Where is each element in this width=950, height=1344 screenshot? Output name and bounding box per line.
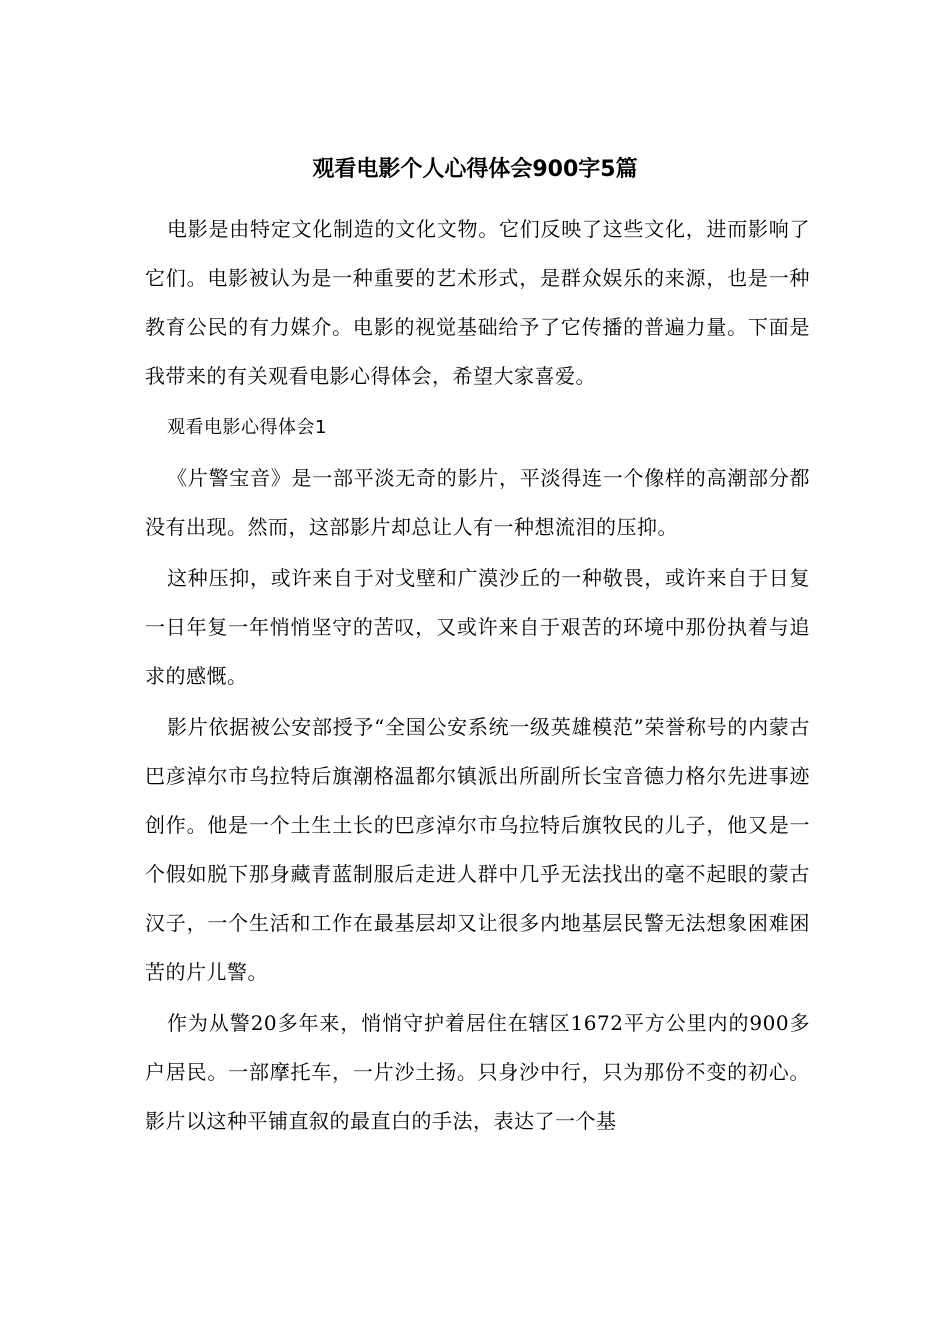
paragraph-intro: 电影是由特定文化制造的文化文物。它们反映了这些文化，进而影响了它们。电影被认为是一种重要的艺术形式，是群众娱乐的来源，也是一种教育公民的有力媒介。电影的视觉基础给予了它传播的普遍力量。下面是我带来的有关观看电影心得体会，希望大家喜爱。 [145,217,810,388]
paragraph: 作为从警20多年来，悄悄守护着居住在辖区1672平方公里内的900多户居民。一部摩托车，一片沙土扬。只身沙中行，只为那份不变的初心。影片以这种平铺直叙的最直白的手法，表达了一个基 [145,1011,810,1133]
paragraph: 《片警宝音》是一部平淡无奇的影片，平淡得连一个像样的高潮部分都没有出现。然而，这部影片却总让人有一种想流泪的压抑。 [145,466,810,539]
section-heading-1: 观看电影心得体会1 [167,417,327,438]
document-title: 观看电影个人心得体会900字5篇 [312,157,638,182]
document-body [145,205,810,1148]
paragraph: 影片依据被公安部授予“全国公安系统一级英雄模范”荣誉称号的内蒙古巴彦淖尔市乌拉特后旗潮格温都尔镇派出所副所长宝音德力格尔先进事迹创作。他是一个土生土长的巴彦淖尔市乌拉特后旗牧民的儿子，他又是一个假如脱下那身藏青蓝制服后走进人群中几乎无法找出的毫不起眼的蒙古汉子，一个生活和工作在最基层却又让很多内地基层民警无法想象困难困苦的片儿警。 [145,715,810,984]
paragraph: 这种压抑，或许来自于对戈壁和广漠沙丘的一种敬畏，或许来自于日复一日年复一年悄悄坚守的苦叹，又或许来自于艰苦的环境中那份执着与追求的感慨。 [145,566,810,688]
